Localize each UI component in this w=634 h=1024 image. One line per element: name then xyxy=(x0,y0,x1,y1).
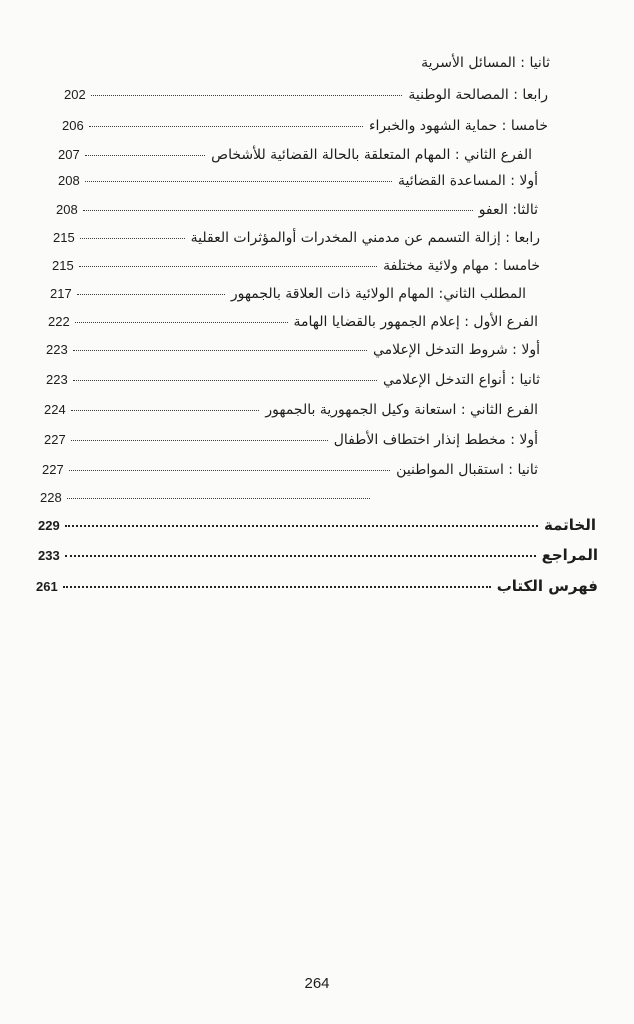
toc-entry-page: 229 xyxy=(38,518,60,533)
dot-leader xyxy=(71,440,328,441)
dot-leader xyxy=(79,266,377,267)
dot-leader xyxy=(73,380,377,381)
toc-entry-page: 223 xyxy=(46,372,68,387)
toc-entry xyxy=(46,370,540,390)
toc-entry xyxy=(48,312,538,332)
toc-entry-page: 215 xyxy=(53,230,75,245)
toc-entry-title: المراجع xyxy=(541,546,598,564)
toc-entry xyxy=(52,256,540,276)
toc-entry-title: رابعا : المصالحة الوطنية xyxy=(408,87,548,103)
toc-entry-title: رابعا : إزالة التسمم عن مدمني المخدرات أوالمؤثرات العقلية xyxy=(190,230,540,246)
toc-entry-page: 224 xyxy=(44,402,66,417)
toc-entry-page: 217 xyxy=(50,286,72,301)
toc-entry-title: المطلب الثاني: المهام الولائية ذات العلاقة بالجمهور xyxy=(230,286,526,302)
toc-entry xyxy=(42,460,538,480)
toc-entry xyxy=(36,576,598,597)
toc-entry-page: 233 xyxy=(38,548,60,563)
toc-entry xyxy=(62,116,548,136)
page-number: 264 xyxy=(304,975,330,992)
toc-entry-title: خامسا : مهام ولائية مختلفة xyxy=(383,258,540,274)
dot-leader xyxy=(85,181,392,182)
toc-entry-title: أولا : مخطط إنذار اختطاف الأطفال xyxy=(333,432,538,448)
toc-entry xyxy=(50,284,526,304)
toc-entry xyxy=(40,488,376,508)
toc-entry xyxy=(58,145,532,165)
toc-entry-page: 206 xyxy=(62,118,84,133)
toc-entry-page: 202 xyxy=(64,87,86,102)
dot-leader xyxy=(80,238,185,239)
toc-entry-title: الفرع الثاني : المهام المتعلقة بالحالة القضائية للأشخاص xyxy=(211,147,532,163)
toc-entry-title: أولا : شروط التدخل الإعلامي xyxy=(372,342,540,358)
toc-entry xyxy=(64,85,548,105)
toc-entry xyxy=(53,228,540,248)
toc-entry-page: 223 xyxy=(46,342,68,357)
dot-leader xyxy=(85,155,205,156)
toc-entry-page: 227 xyxy=(42,462,64,477)
dot-leader xyxy=(91,95,403,96)
toc-entry-title: أولا : المساعدة القضائية xyxy=(397,173,538,189)
toc-entry-title: ثانيا : المسائل الأسرية xyxy=(421,55,550,71)
toc-entry-page: 208 xyxy=(58,173,80,188)
toc-entry-title: فهرس الكتاب xyxy=(496,577,598,595)
dot-leader xyxy=(75,322,288,323)
toc-entry-page: 227 xyxy=(44,432,66,447)
toc-entry-page: 261 xyxy=(36,579,58,594)
toc-entry-title: ثالثا: العفو xyxy=(478,202,538,218)
toc-entry-title: الفرع الثاني : استعانة وكيل الجمهورية بالجمهور xyxy=(265,402,538,418)
toc-entry-title: الخاتمة xyxy=(543,516,596,534)
dot-leader xyxy=(63,586,491,588)
dot-leader xyxy=(77,294,225,295)
toc-entry xyxy=(46,340,540,360)
toc-entry xyxy=(58,171,538,191)
toc-entry xyxy=(56,200,538,220)
toc-entry xyxy=(44,400,538,420)
dot-leader xyxy=(67,498,370,499)
toc-entry-page: 215 xyxy=(52,258,74,273)
dot-leader xyxy=(89,126,363,127)
toc-entry-page: 228 xyxy=(40,490,62,505)
dot-leader xyxy=(65,555,536,557)
dot-leader xyxy=(83,210,473,211)
toc-entry-title: الفرع الأول : إعلام الجمهور بالقضايا الهامة xyxy=(293,314,538,330)
toc-entry xyxy=(44,430,538,450)
toc-entry xyxy=(38,515,596,536)
toc-entry-title: خامسا : حماية الشهود والخبراء xyxy=(368,118,548,134)
dot-leader xyxy=(65,525,538,527)
toc-entry-page: 208 xyxy=(56,202,78,217)
toc-entry xyxy=(398,53,550,73)
toc-entry-page: 222 xyxy=(48,314,70,329)
toc-entry-title: ثانيا : أنواع التدخل الإعلامي xyxy=(382,372,540,388)
toc-entry-page: 207 xyxy=(58,147,80,162)
dot-leader xyxy=(73,350,367,351)
dot-leader xyxy=(71,410,260,411)
toc-entry-title: ثانيا : استقبال المواطنين xyxy=(396,462,538,478)
toc-entry xyxy=(38,545,598,566)
dot-leader xyxy=(69,470,390,471)
